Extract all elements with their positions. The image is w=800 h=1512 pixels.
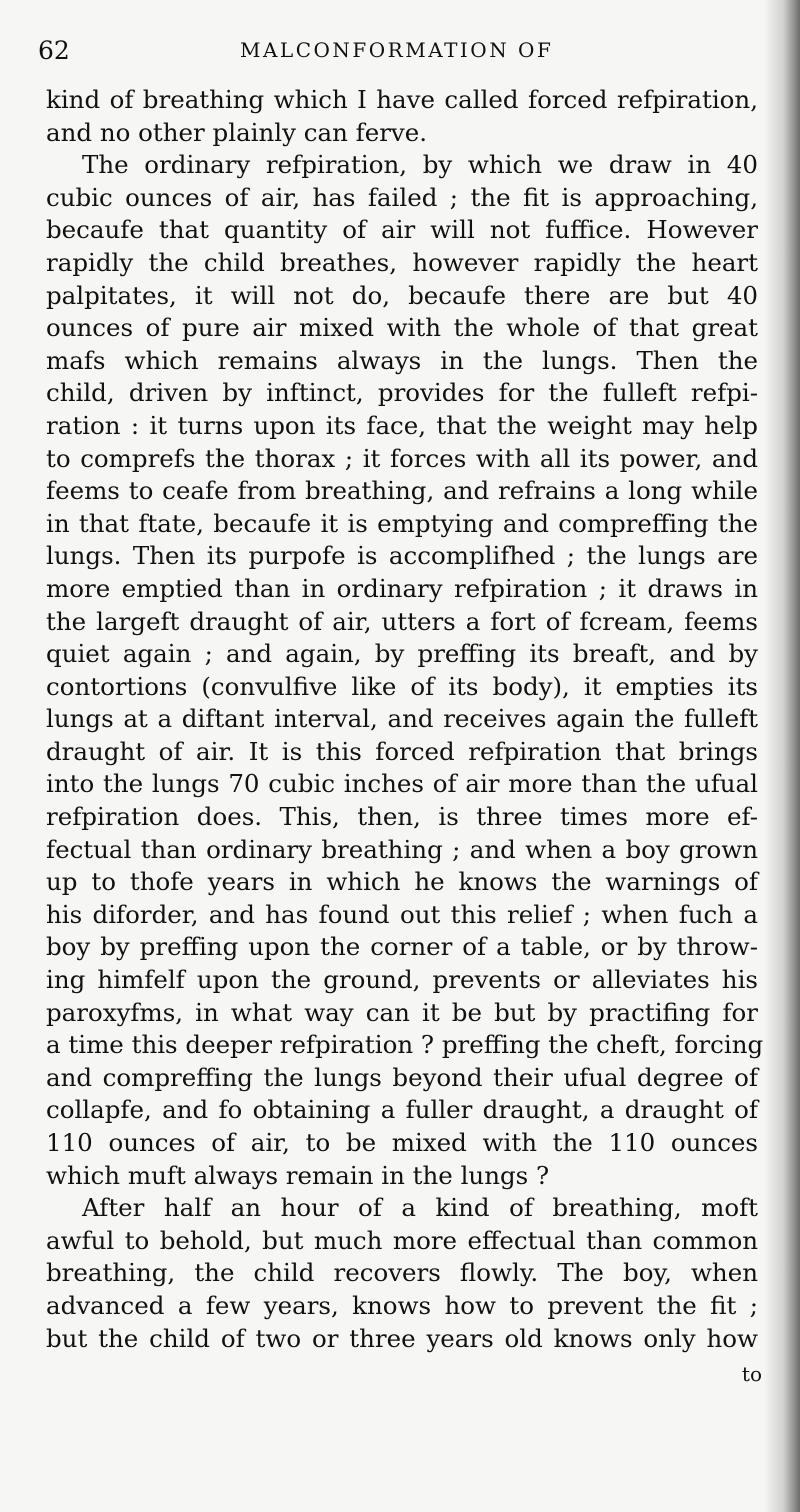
text-line: lungs at a diftant interval, and receives again the fulleft: [46, 704, 758, 734]
text-line: the largeft draught of air, utters a fort of fcream, feems: [46, 606, 758, 636]
text-line: which muft always remain in the lungs ?: [46, 1160, 550, 1190]
text-line: 110 ounces of air, to be mixed with the 110 ounces: [46, 1128, 758, 1157]
text-line: ounces of pure air mixed with the whole of that great: [46, 313, 758, 343]
text-line: up to thofe years in which he knows the warnings of: [46, 867, 758, 897]
text-line: child, driven by inftinct, provides for the fulleft refpi-: [46, 378, 758, 408]
page-number: 62: [38, 36, 70, 65]
text-line: ration : it turns upon its face, that the weight may help: [46, 410, 758, 440]
text-line: paroxyfms, in what way can it be but by practifing for: [46, 997, 758, 1027]
text-line: palpitates, it will not do, becaufe there are but 40: [46, 280, 758, 310]
text-line: his diforder, and has found out this relief ; when fuch a: [46, 899, 758, 929]
text-line: cubic ounces of air, has failed ; the fit is approaching,: [46, 182, 758, 212]
text-line: rapidly the child breathes, however rapidly the heart: [46, 247, 758, 277]
text-line: collapfe, and fo obtaining a fuller draught, a draught of: [46, 1095, 758, 1125]
running-head: MALCONFORMATION OF: [240, 38, 554, 62]
text-line: more emptied than in ordinary refpiration ; it draws in: [46, 573, 758, 603]
text-line: ing himfelf upon the ground, prevents or alleviates his: [46, 965, 758, 995]
text-line: boy by preffing upon the corner of a table, or by throw-: [46, 932, 758, 962]
text-line: draught of air. It is this forced refpiration that brings: [46, 736, 758, 766]
text-line: into the lungs 70 cubic inches of air more than the ufual: [46, 769, 758, 799]
text-line: and compreffing the lungs beyond their ufual degree of: [46, 1062, 758, 1092]
body-text: [46, 84, 764, 1355]
text-line: breathing, the child recovers flowly. The boy, when: [46, 1258, 758, 1288]
text-line: contortions (convulfive like of its body), it empties its: [46, 671, 758, 701]
catchword: to: [741, 1362, 762, 1386]
text-line: lungs. Then its purpofe is accomplifhed ; the lungs are: [46, 541, 758, 571]
text-line: but the child of two or three years old knows only how: [46, 1323, 758, 1353]
text-line: kind of breathing which I have called forced refpiration,: [46, 85, 758, 114]
text-line: a time this deeper refpiration ? preffing the cheft, forcing: [46, 1030, 764, 1060]
text-line: refpiration does. This, then, is three times more ef-: [46, 802, 758, 832]
text-line: advanced a few years, knows how to prevent the fit ;: [46, 1290, 758, 1320]
page-gutter-shadow: [764, 0, 800, 1512]
text-line: becaufe that quantity of air will not fuffice. However: [46, 215, 758, 245]
text-line: quiet again ; and again, by preffing its breaft, and by: [46, 639, 758, 669]
text-line: mafs which remains always in the lungs. Then the: [46, 345, 758, 375]
text-line: and no other plainly can ferve.: [46, 117, 428, 147]
text-line: in that ftate, becaufe it is emptying and compreffing the: [46, 508, 758, 538]
text-line: awful to behold, but much more effectual than common: [46, 1225, 758, 1255]
paragraph-start-line: The ordinary refpiration, by which we draw in 40: [82, 150, 758, 180]
text-line: fectual than ordinary breathing ; and when a boy grown: [46, 834, 758, 864]
paragraph-start-line: After half an hour of a kind of breathing, moft: [82, 1193, 758, 1223]
text-line: to comprefs the thorax ; it forces with all its power, and: [46, 443, 758, 473]
text-line: feems to ceafe from breathing, and refrains a long while: [46, 476, 758, 506]
